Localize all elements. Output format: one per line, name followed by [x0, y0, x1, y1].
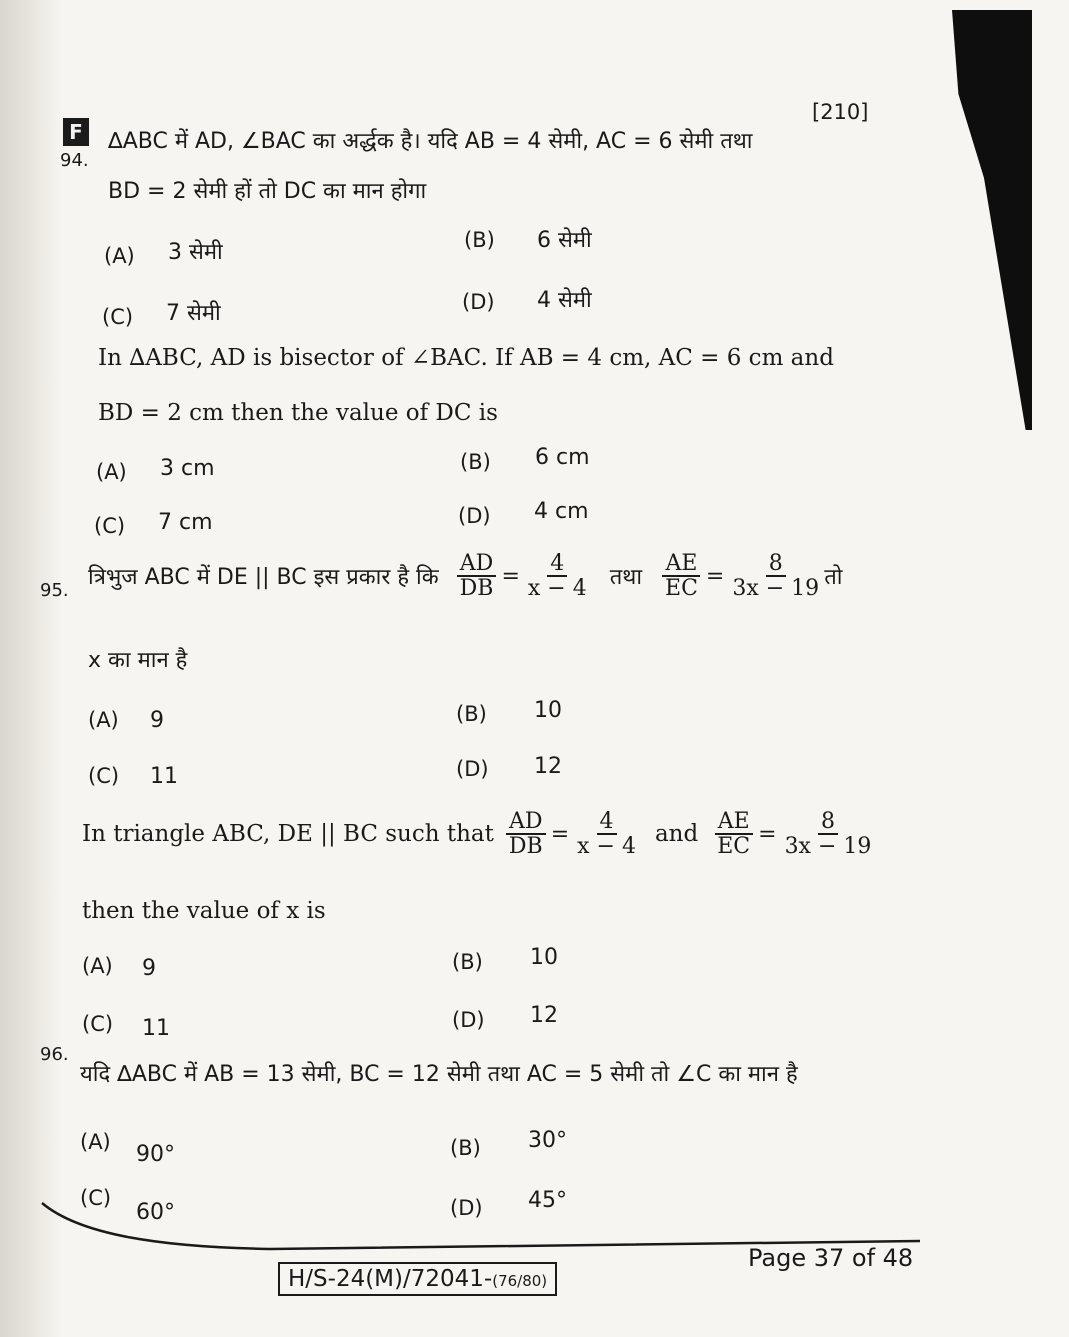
q94-en-opt-a-value: 3 cm [160, 456, 215, 481]
document-code [278, 1262, 557, 1296]
q95-hi-opt-d-label[interactable]: (D) [456, 757, 489, 781]
q95-en-opt-c-label[interactable]: (C) [82, 1012, 114, 1036]
frac-denominator: 3x − 19 [784, 834, 872, 860]
q94-en-opt-c-label[interactable]: (C) [94, 514, 126, 538]
frac-denominator: x − 4 [577, 834, 636, 860]
q96-opt-c-label[interactable]: (C) [80, 1186, 112, 1210]
q95-hi-opt-a-value: 9 [150, 708, 164, 733]
frac-denominator: DB [459, 576, 494, 602]
q95-hi-opt-c-value: 11 [150, 764, 178, 789]
q95-hindi-suffix: तो [824, 565, 843, 591]
q95-hi-opt-d-value: 12 [534, 754, 562, 779]
q95-hi-opt-a-label[interactable]: (A) [88, 708, 119, 732]
q95-en-opt-a-value: 9 [142, 956, 156, 981]
q95-hi-frac-ae-ec [662, 552, 701, 600]
q94-hi-opt-d-value: 4 सेमी [537, 288, 592, 313]
frac-denominator: EC [665, 576, 698, 602]
q95-hindi-and: तथा [609, 565, 643, 591]
frac-numerator: 4 [597, 810, 617, 835]
equals-sign: = [501, 563, 520, 589]
frac-numerator: 8 [766, 552, 786, 577]
document-code-main: H/S-24(M)/72041- [288, 1266, 493, 1292]
q94-hi-opt-b-label[interactable]: (B) [464, 228, 495, 252]
frac-numerator: AE [715, 810, 753, 835]
q95-en-opt-a-label[interactable]: (A) [82, 954, 113, 978]
q96-opt-b-value: 30° [528, 1128, 567, 1153]
set-badge: F [63, 118, 89, 146]
frac-denominator: 3x − 19 [732, 576, 820, 602]
q95-en-frac-ad-db [506, 810, 546, 858]
q95-english-and: and [654, 821, 699, 848]
q94-en-opt-b-label[interactable]: (B) [460, 450, 491, 474]
page-code: [210] [812, 100, 869, 124]
frac-numerator: AD [506, 810, 546, 835]
equals-sign: = [758, 821, 777, 847]
frac-denominator: x − 4 [527, 576, 587, 602]
q95-en-frac-8-3x19 [782, 810, 875, 858]
q94-en-opt-c-value: 7 cm [158, 510, 213, 535]
q96-opt-b-label[interactable]: (B) [450, 1136, 481, 1160]
q95-en-opt-d-value: 12 [530, 1003, 558, 1028]
q95-en-opt-b-label[interactable]: (B) [452, 950, 483, 974]
q95-english-formula-line [82, 810, 876, 858]
q96-opt-c-value: 60° [136, 1200, 175, 1225]
q94-en-opt-b-value: 6 cm [535, 445, 590, 470]
equals-sign: = [550, 821, 570, 847]
q95-hindi-formula-line [88, 552, 842, 600]
q95-hi-frac-ad-db [457, 552, 497, 600]
q94-hindi-line2: BD = 2 सेमी हों तो DC का मान होगा [108, 179, 427, 204]
q95-en-frac-4-x4 [574, 810, 639, 858]
q94-en-opt-a-label[interactable]: (A) [96, 460, 127, 484]
q94-hindi-line1: ∆ABC में AD, ∠BAC का अर्द्धक है। यदि AB = 4 सेमी, AC = 6 सेमी तथा [108, 129, 753, 154]
q96-hindi-line1: यदि ∆ABC में AB = 13 सेमी, BC = 12 सेमी तथा AC = 5 सेमी तो ∠C का मान है [80, 1062, 798, 1087]
q94-hi-opt-a-label[interactable]: (A) [104, 244, 135, 268]
q95-number: 95. [40, 580, 69, 601]
q95-en-opt-b-value: 10 [530, 945, 558, 970]
frac-denominator: DB [508, 834, 543, 860]
q94-en-opt-d-label[interactable]: (D) [458, 504, 491, 528]
q96-opt-a-value: 90° [136, 1142, 175, 1167]
q95-en-opt-d-label[interactable]: (D) [452, 1008, 485, 1032]
q95-hi-frac-8-3x19 [729, 552, 822, 600]
q95-hi-opt-c-label[interactable]: (C) [88, 764, 120, 788]
q94-en-opt-d-value: 4 cm [534, 499, 589, 524]
q96-number: 96. [40, 1044, 69, 1065]
scan-edge-left [0, 0, 62, 1337]
q95-hindi-prefix: त्रिभुज ABC में DE || BC इस प्रकार है कि [88, 565, 439, 591]
q95-english-prefix: In triangle ABC, DE || BC such that [82, 821, 494, 848]
q94-hi-opt-a-value: 3 सेमी [168, 240, 223, 265]
q95-english-line2: then the value of x is [82, 898, 326, 924]
q94-hi-opt-b-value: 6 सेमी [537, 228, 592, 253]
q95-hi-opt-b-value: 10 [534, 698, 562, 723]
q94-english-line2: BD = 2 cm then the value of DC is [98, 400, 498, 426]
frac-denominator: EC [717, 834, 751, 860]
q94-hi-opt-c-label[interactable]: (C) [102, 305, 134, 329]
q94-hi-opt-d-label[interactable]: (D) [462, 290, 495, 314]
q94-number: 94. [60, 150, 89, 171]
frac-numerator: AD [457, 552, 497, 577]
q94-hi-opt-c-value: 7 सेमी [166, 301, 221, 326]
q94-english-line1: In ∆ABC, AD is bisector of ∠BAC. If AB = 4 cm, AC = 6 cm and [98, 345, 834, 371]
scan-edge-right [952, 10, 1032, 430]
q95-hi-opt-b-label[interactable]: (B) [456, 702, 487, 726]
page-number: Page 37 of 48 [748, 1244, 914, 1272]
q95-en-opt-c-value: 11 [142, 1016, 170, 1041]
equals-sign: = [705, 563, 725, 589]
frac-numerator: AE [662, 552, 700, 577]
frac-numerator: 4 [547, 552, 567, 577]
q95-en-frac-ae-ec [714, 810, 753, 858]
frac-numerator: 8 [818, 810, 838, 835]
q96-opt-d-value: 45° [528, 1188, 567, 1213]
document-code-small: (76/80) [492, 1272, 548, 1290]
q96-opt-d-label[interactable]: (D) [450, 1196, 483, 1220]
q95-hi-frac-4-x4 [525, 552, 590, 600]
q95-hindi-line2: x का मान है [88, 648, 188, 673]
q96-opt-a-label[interactable]: (A) [80, 1130, 111, 1154]
